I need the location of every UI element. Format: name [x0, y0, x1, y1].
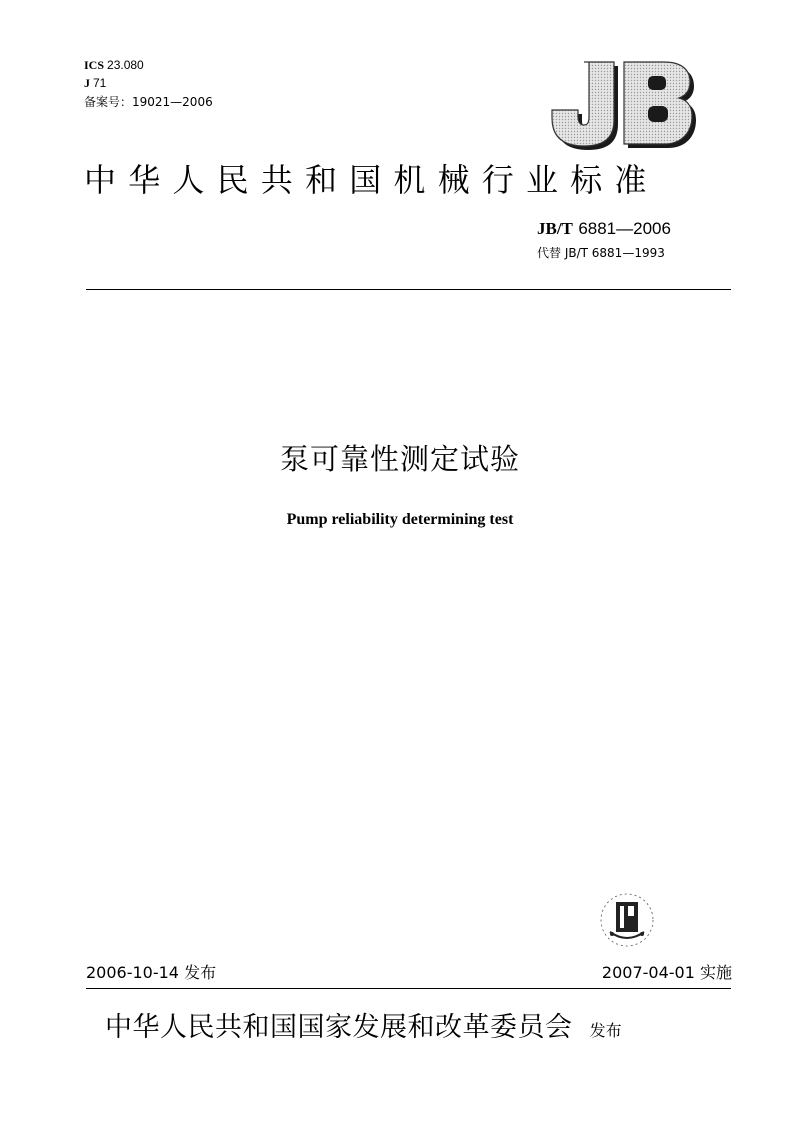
ccs-value: 71 — [93, 76, 107, 90]
bottom-divider — [86, 988, 731, 989]
ics-code — [84, 56, 144, 74]
ccs-label: J — [84, 76, 90, 90]
filing-number: 备案号：19021—2006 — [84, 95, 213, 109]
publish-action: 发布 — [589, 1021, 622, 1040]
publisher-seal-icon — [592, 888, 662, 950]
jb-logo — [540, 52, 700, 152]
issue-date: 2006-10-14 发布 — [86, 963, 217, 982]
replaces-standard: 代替 JB/T 6881—1993 — [537, 246, 665, 260]
ics-value: 23.080 — [107, 58, 144, 72]
top-divider — [86, 289, 731, 290]
publisher-line — [105, 1008, 622, 1051]
document-title-en: Pump reliability determining test — [286, 511, 514, 528]
standard-category-title: 中华人民共和国机械行业标准 — [84, 161, 659, 199]
standard-number-prefix: JB/T — [537, 219, 573, 238]
implementation-date: 2007-04-01 实施 — [601, 963, 732, 982]
document-title-cn: 泵可靠性测定试验 — [279, 442, 520, 476]
standard-number-value: 6881—2006 — [578, 219, 671, 238]
publisher-name: 中华人民共和国国家发展和改革委员会 — [105, 1012, 573, 1043]
ics-label: ICS — [84, 58, 105, 72]
standard-number — [537, 218, 671, 240]
ccs-code — [84, 74, 106, 92]
